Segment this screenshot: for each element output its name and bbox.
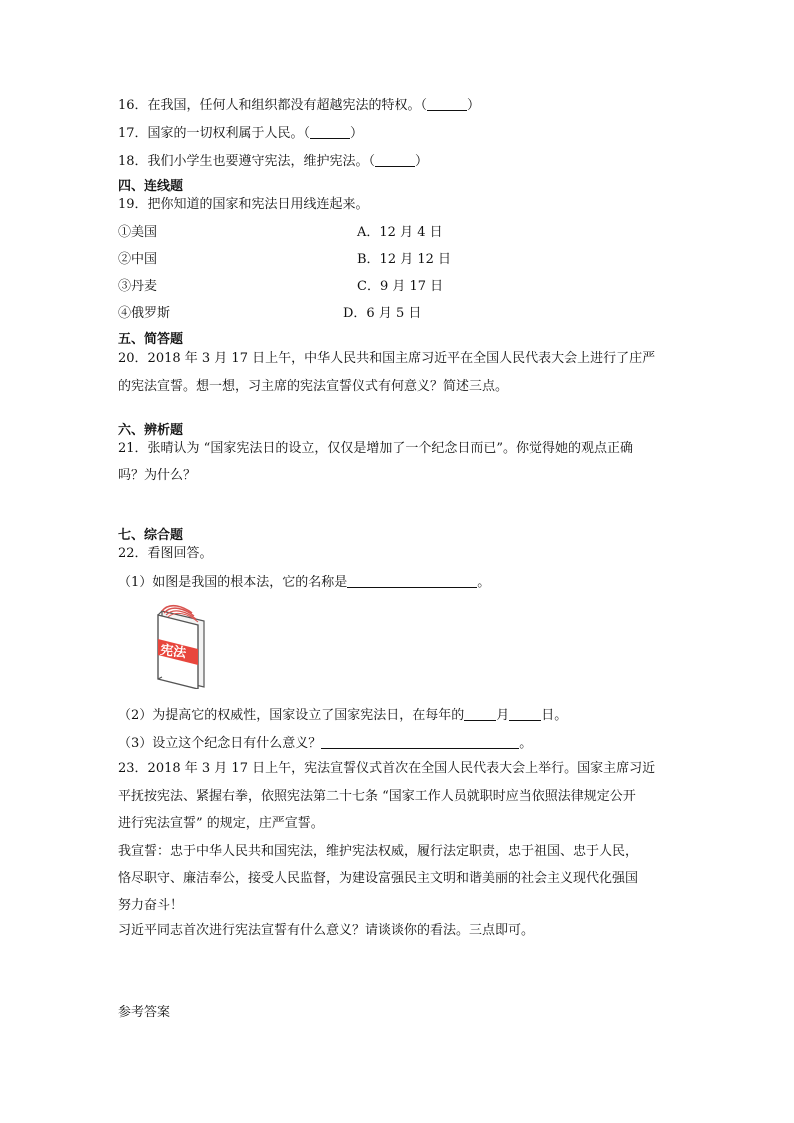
oath-line: 我宣誓：忠于中华人民共和国宪法，维护宪法权威，履行法定职责，忠于祖国、忠于人民， xyxy=(118,844,639,859)
country-item: ①美国 xyxy=(118,225,158,240)
oath-line: 努力奋斗！ xyxy=(118,898,184,913)
country-item: ③丹麦 xyxy=(118,279,158,294)
answer-blank[interactable] xyxy=(375,152,415,167)
question-20-line: 20．2018 年 3 月 17 日上午，中华人民共和国主席习近平在全国人民代表大会上进行了庄严 xyxy=(118,351,656,366)
question-20-line: 的宪法宣誓。想一想，习主席的宪法宣誓仪式有何意义？简述三点。 xyxy=(118,379,509,394)
question-17: 17．国家的一切权利属于人民。（ ） xyxy=(118,126,364,141)
date-item: A．12 月 4 日 xyxy=(357,225,443,240)
oath-line: 恪尽职守、廉洁奉公，接受人民监督，为建设富强民主文明和谐美丽的社会主义现代化强国 xyxy=(118,871,639,886)
section-heading-comprehensive: 七、综合题 xyxy=(118,528,184,543)
question-22-3: （3）设立这个纪念日有什么意义？ 。 xyxy=(118,736,533,751)
country-item: ④俄罗斯 xyxy=(118,306,171,321)
section-heading-matching: 四、连线题 xyxy=(118,179,184,194)
question-22-2: （2）为提高它的权威性，国家设立了国家宪法日，在每年的 月 日。 xyxy=(118,708,568,723)
date-item: B．12 月 12 日 xyxy=(357,252,452,267)
answers-heading: 参考答案 xyxy=(118,1005,171,1020)
answer-blank[interactable] xyxy=(321,734,519,749)
constitution-book-icon xyxy=(152,603,214,689)
answer-blank[interactable] xyxy=(310,124,350,139)
country-item: ②中国 xyxy=(118,252,158,267)
day-blank[interactable] xyxy=(509,706,541,721)
date-item: D．6 月 5 日 xyxy=(343,306,422,321)
section-heading-short-answer: 五、简答题 xyxy=(118,332,184,347)
section-heading-analysis: 六、辨析题 xyxy=(118,423,184,438)
answer-blank[interactable] xyxy=(427,96,467,111)
question-23-line: 平抚按宪法、紧握右拳，依照宪法第二十七条 “国家工作人员就职时应当依照法律规定公开 xyxy=(118,789,636,804)
question-23-line: 进行宪法宣誓” 的规定，庄严宣誓。 xyxy=(118,816,324,831)
answer-blank[interactable] xyxy=(347,573,477,588)
question-22: 22．看图回答。 xyxy=(118,546,213,561)
question-16: 16．在我国，任何人和组织都没有超越宪法的特权。（ ） xyxy=(118,98,481,113)
question-21-line: 21．张晴认为 “国家宪法日的设立，仅仅是增加了一个纪念日而已”。你觉得她的观点正确 xyxy=(118,441,633,456)
question-19: 19．把你知道的国家和宪法日用线连起来。 xyxy=(118,197,369,212)
question-22-1: （1）如图是我国的根本法，它的名称是 。 xyxy=(118,575,491,590)
month-blank[interactable] xyxy=(464,706,496,721)
question-23-line: 23．2018 年 3 月 17 日上午，宪法宣誓仪式首次在全国人民代表大会上举行。国家主席习近 xyxy=(118,761,656,776)
date-item: C．9 月 17 日 xyxy=(357,279,444,294)
question-18: 18．我们小学生也要遵守宪法，维护宪法。（ ） xyxy=(118,154,429,169)
question-21-line: 吗？为什么？ xyxy=(118,468,197,483)
question-23-prompt: 习近平同志首次进行宪法宣誓有什么意义？请谈谈你的看法。三点即可。 xyxy=(118,923,535,938)
book-label: 宪法 xyxy=(159,642,188,662)
